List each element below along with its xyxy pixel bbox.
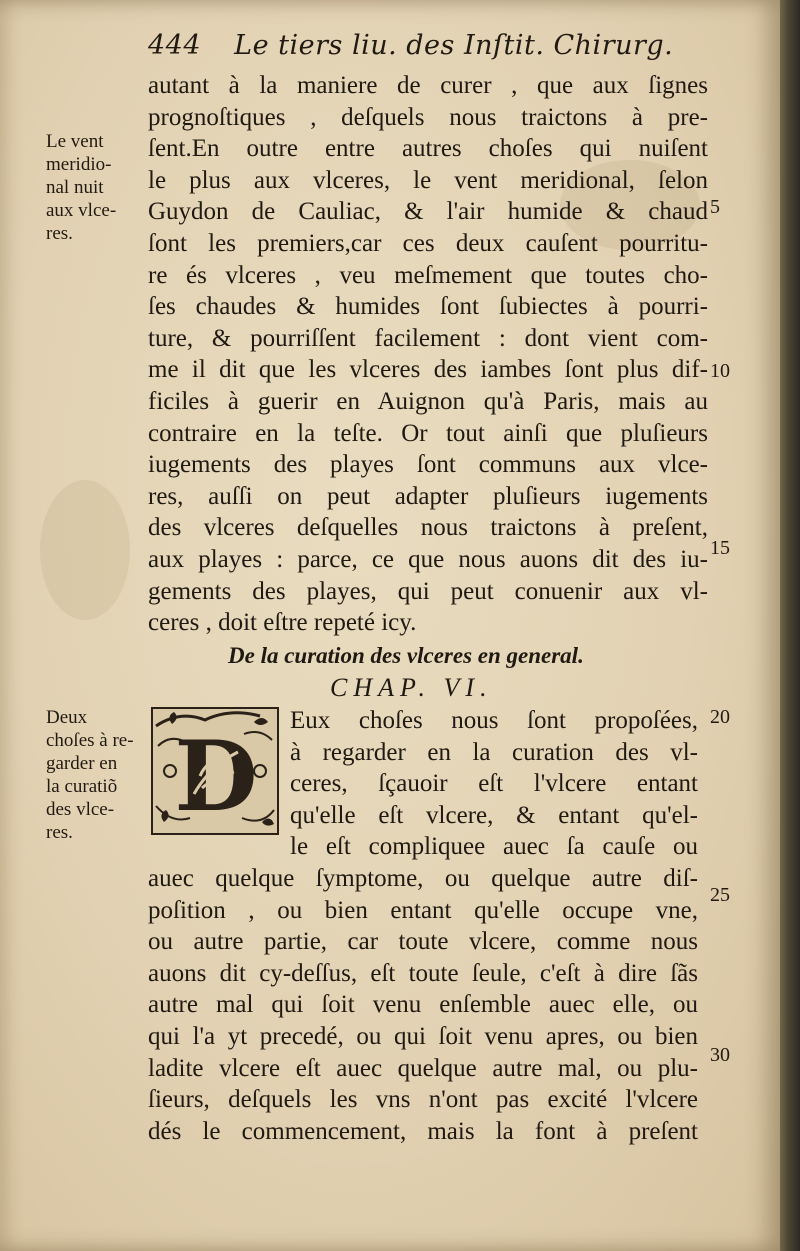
chapter-opening [290, 705, 698, 863]
text-line: ſes chaudes & humides ſont ſubiectes à pourri- [148, 293, 708, 321]
text-line: des vlceres deſquelles nous traictons à preſent, [148, 514, 708, 542]
chapter-heading: CHAP. VI. [330, 673, 493, 702]
margin-note-line: choſes à re- [46, 730, 134, 751]
text-line: prognoſtiques , deſquels nous traictons à pre- [148, 103, 708, 131]
text-line: ſont les premiers,car ces deux cauſent pourritu- [148, 229, 708, 257]
text-line: res, auſſi on peut adapter pluſieurs iugements [148, 482, 708, 510]
line-number: 5 [710, 196, 720, 218]
text-line: ceres, ſçauoir eſt l'vlcere entant [290, 770, 698, 798]
margin-note-line: Le vent [46, 131, 104, 152]
text-line: ſieurs, deſquels les vns n'ont pas excité l'vlcere [148, 1086, 698, 1114]
page-number: 444 [148, 30, 202, 61]
line-number: 10 [710, 360, 730, 382]
decorated-initial-d [150, 706, 280, 836]
initial-letter: D [174, 720, 258, 833]
text-line: auons dit cy-deſſus, eſt toute ſeule, c'eſt à dire ſãs [148, 959, 698, 987]
section-title: De la curation des vlceres en general. [228, 643, 584, 668]
body-paragraph [148, 70, 708, 639]
text-line: qu'elle eſt vlcere, & entant qu'el- [290, 801, 698, 829]
margin-note-line: res. [46, 822, 73, 843]
margin-note-line: nal nuit [46, 177, 104, 198]
text-line: Guydon de Cauliac, & l'air humide & chaud [148, 198, 708, 226]
running-head [148, 30, 674, 61]
margin-note-line: garder en [46, 753, 118, 774]
margin-note-south-wind [46, 130, 146, 245]
text-line: autant à la maniere de curer , que aux ſignes [148, 72, 708, 99]
text-line: ficiles à guerir en Auignon qu'à Paris, mais au [148, 387, 708, 415]
text-line: le eſt compliquee auec ſa cauſe ou [290, 833, 698, 861]
line-number: 30 [710, 1044, 730, 1066]
line-number: 20 [710, 706, 730, 728]
text-line: me il dit que les vlceres des iambes ſont plus dif- [148, 356, 708, 384]
margin-note-line: la curatiõ [46, 776, 118, 797]
text-line: re és vlceres , veu meſmement que toutes cho- [148, 261, 708, 289]
text-line: aux playes : parce, ce que nous auons dit des iu- [148, 545, 708, 573]
text-line: ladite vlcere eſt auec quelque autre mal, ou plu- [148, 1054, 698, 1082]
text-line: à regarder en la curation des vl- [290, 738, 698, 766]
margin-note-line: des vlce- [46, 799, 115, 820]
text-line: contraire en la teſte. Or tout ainſi que pluſieurs [148, 419, 708, 447]
text-line: Eux choſes nous ſont propoſées, [290, 707, 698, 734]
page-edge-shadow [780, 0, 800, 1251]
text-line: qui l'a yt precedé, ou qui ſoit venu apres, ou bien [148, 1022, 698, 1050]
text-line: gements des playes, qui peut conuenir aux vl- [148, 577, 708, 605]
text-line: ſent.En outre entre autres choſes qui nuiſent [148, 135, 708, 163]
text-line: ture, & pourriſſent facilement : dont vient com- [148, 324, 708, 352]
text-line: dés le commencement, mais la font à preſent [148, 1117, 698, 1145]
text-line: ou autre partie, car toute vlcere, comme nous [148, 928, 698, 956]
chapter-paragraph [148, 863, 698, 1147]
text-line: le plus aux vlceres, le vent meridional, ſelon [148, 166, 708, 194]
text-line: ceres , doit eſtre repeté icy. [148, 609, 417, 637]
margin-note-line: res. [46, 223, 73, 244]
text-line: iugements des playes ſont communs aux vlce- [148, 451, 708, 479]
margin-note-line: aux vlce- [46, 200, 117, 221]
text-line: auec quelque ſymptome, ou quelque autre diſ- [148, 865, 698, 892]
running-title: Le tiers liu. des Inſtit. Chirurg. [234, 30, 674, 61]
line-number: 25 [710, 884, 730, 906]
text-line: autre mal qui ſoit venu enſemble auec elle, ou [148, 991, 698, 1019]
margin-note-two-things [46, 706, 146, 844]
paper-stain [40, 480, 130, 620]
margin-note-line: meridio- [46, 154, 112, 175]
line-number: 15 [710, 537, 730, 559]
text-line: poſition , ou bien entant qu'elle occupe vne, [148, 896, 698, 924]
margin-note-line: Deux [46, 707, 88, 728]
